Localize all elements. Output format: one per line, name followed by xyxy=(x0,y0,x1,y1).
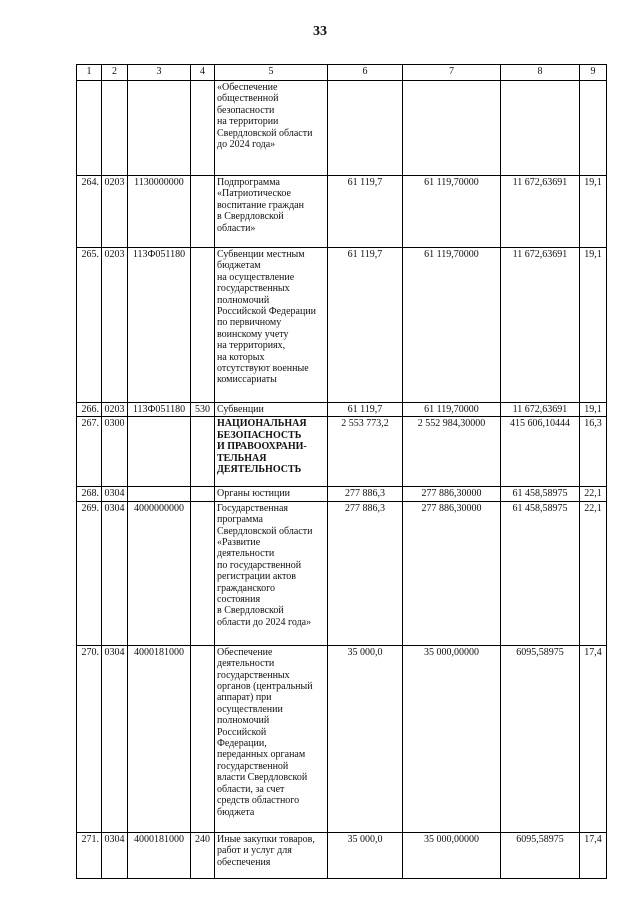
execution-percent-cell: 17,4 xyxy=(580,832,607,878)
target-code-cell xyxy=(128,487,191,501)
clarified-amount-cell xyxy=(403,81,501,176)
row-number-cell: 266. xyxy=(77,403,102,417)
target-code-cell: 4000181000 xyxy=(128,832,191,878)
approved-amount-cell: 35 000,0 xyxy=(328,832,403,878)
table-row xyxy=(77,417,607,487)
expense-type-cell xyxy=(191,248,215,403)
section-code-cell xyxy=(102,81,128,176)
row-number-cell: 271. xyxy=(77,832,102,878)
table-row xyxy=(77,248,607,403)
approved-amount-cell: 35 000,0 xyxy=(328,645,403,832)
column-header: 4 xyxy=(191,65,215,81)
approved-amount-cell: 61 119,7 xyxy=(328,248,403,403)
section-code-cell: 0304 xyxy=(102,501,128,645)
execution-percent-cell: 17,4 xyxy=(580,645,607,832)
row-number-cell: 265. xyxy=(77,248,102,403)
section-code-cell: 0304 xyxy=(102,487,128,501)
target-code-cell xyxy=(128,81,191,176)
item-name-cell: Подпрограмма «Патриотическое воспитание граждан в Свердловской области» xyxy=(215,176,328,248)
expense-type-cell xyxy=(191,487,215,501)
section-code-cell: 0203 xyxy=(102,403,128,417)
expense-type-cell xyxy=(191,417,215,487)
target-code-cell xyxy=(128,417,191,487)
executed-amount-cell: 11 672,63691 xyxy=(501,403,580,417)
item-name-cell: Субвенции местным бюджетам на осуществление государственных полномочий Российской Федерации по первичному воинскому учету на территориях, на которых отсутствуют военные комиссариаты xyxy=(215,248,328,403)
item-name-cell: Государственная программа Свердловской области «Развитие деятельности по государственной регистрации актов гражданского состояния в Свердловской области до 2024 года» xyxy=(215,501,328,645)
table-row xyxy=(77,487,607,501)
execution-percent-cell: 19,1 xyxy=(580,248,607,403)
table-row xyxy=(77,645,607,832)
expense-type-cell xyxy=(191,501,215,645)
item-name-cell: Обеспечение деятельности государственных органов (центральный аппарат) при осуществлении полномочий Российской Федерации, переданных органам государственной власти Свердловской области, за счет средств областного бюджета xyxy=(215,645,328,832)
clarified-amount-cell: 35 000,00000 xyxy=(403,645,501,832)
clarified-amount-cell: 2 552 984,30000 xyxy=(403,417,501,487)
row-number-cell: 267. xyxy=(77,417,102,487)
clarified-amount-cell: 61 119,70000 xyxy=(403,176,501,248)
column-header: 7 xyxy=(403,65,501,81)
target-code-cell: 113Ф051180 xyxy=(128,403,191,417)
table-row xyxy=(77,403,607,417)
row-number-cell: 269. xyxy=(77,501,102,645)
target-code-cell: 113Ф051180 xyxy=(128,248,191,403)
column-header: 2 xyxy=(102,65,128,81)
column-header: 1 xyxy=(77,65,102,81)
expense-type-cell xyxy=(191,81,215,176)
table-row xyxy=(77,81,607,176)
column-header: 5 xyxy=(215,65,328,81)
executed-amount-cell: 415 606,10444 xyxy=(501,417,580,487)
execution-percent-cell: 19,1 xyxy=(580,403,607,417)
approved-amount-cell: 61 119,7 xyxy=(328,176,403,248)
approved-amount-cell: 277 886,3 xyxy=(328,487,403,501)
execution-percent-cell: 19,1 xyxy=(580,176,607,248)
column-header: 6 xyxy=(328,65,403,81)
executed-amount-cell: 6095,58975 xyxy=(501,832,580,878)
column-header: 9 xyxy=(580,65,607,81)
table-body xyxy=(77,81,607,879)
target-code-cell: 4000000000 xyxy=(128,501,191,645)
approved-amount-cell xyxy=(328,81,403,176)
item-name-cell: Субвенции xyxy=(215,403,328,417)
expense-type-cell xyxy=(191,645,215,832)
executed-amount-cell: 61 458,58975 xyxy=(501,487,580,501)
row-number-cell: 270. xyxy=(77,645,102,832)
section-code-cell: 0304 xyxy=(102,832,128,878)
section-code-cell: 0203 xyxy=(102,176,128,248)
row-number-cell: 264. xyxy=(77,176,102,248)
executed-amount-cell: 61 458,58975 xyxy=(501,501,580,645)
clarified-amount-cell: 277 886,30000 xyxy=(403,487,501,501)
table-row xyxy=(77,176,607,248)
execution-percent-cell xyxy=(580,81,607,176)
table-header-row xyxy=(77,65,607,81)
target-code-cell: 4000181000 xyxy=(128,645,191,832)
approved-amount-cell: 277 886,3 xyxy=(328,501,403,645)
approved-amount-cell: 61 119,7 xyxy=(328,403,403,417)
approved-amount-cell: 2 553 773,2 xyxy=(328,417,403,487)
execution-percent-cell: 22,1 xyxy=(580,501,607,645)
item-name-cell: Иные закупки товаров, работ и услуг для обеспечения xyxy=(215,832,328,878)
clarified-amount-cell: 277 886,30000 xyxy=(403,501,501,645)
clarified-amount-cell: 61 119,70000 xyxy=(403,403,501,417)
column-header: 8 xyxy=(501,65,580,81)
expense-type-cell: 530 xyxy=(191,403,215,417)
executed-amount-cell: 11 672,63691 xyxy=(501,248,580,403)
execution-percent-cell: 22,1 xyxy=(580,487,607,501)
row-number-cell: 268. xyxy=(77,487,102,501)
item-name-cell: НАЦИОНАЛЬНАЯ БЕЗОПАСНОСТЬ И ПРАВООХРАНИ- ТЕЛЬНАЯ ДЕЯТЕЛЬНОСТЬ xyxy=(215,417,328,487)
column-header: 3 xyxy=(128,65,191,81)
item-name-cell: Органы юстиции xyxy=(215,487,328,501)
clarified-amount-cell: 35 000,00000 xyxy=(403,832,501,878)
expense-type-cell xyxy=(191,176,215,248)
executed-amount-cell xyxy=(501,81,580,176)
execution-percent-cell: 16,3 xyxy=(580,417,607,487)
table-row xyxy=(77,832,607,878)
page-number: 33 xyxy=(313,24,327,39)
clarified-amount-cell: 61 119,70000 xyxy=(403,248,501,403)
executed-amount-cell: 11 672,63691 xyxy=(501,176,580,248)
section-code-cell: 0304 xyxy=(102,645,128,832)
budget-table xyxy=(76,64,607,879)
section-code-cell: 0203 xyxy=(102,248,128,403)
expense-type-cell: 240 xyxy=(191,832,215,878)
item-name-cell: «Обеспечение общественной безопасности на территории Свердловской области до 2024 года» xyxy=(215,81,328,176)
table-row xyxy=(77,501,607,645)
executed-amount-cell: 6095,58975 xyxy=(501,645,580,832)
row-number-cell xyxy=(77,81,102,176)
section-code-cell: 0300 xyxy=(102,417,128,487)
target-code-cell: 1130000000 xyxy=(128,176,191,248)
